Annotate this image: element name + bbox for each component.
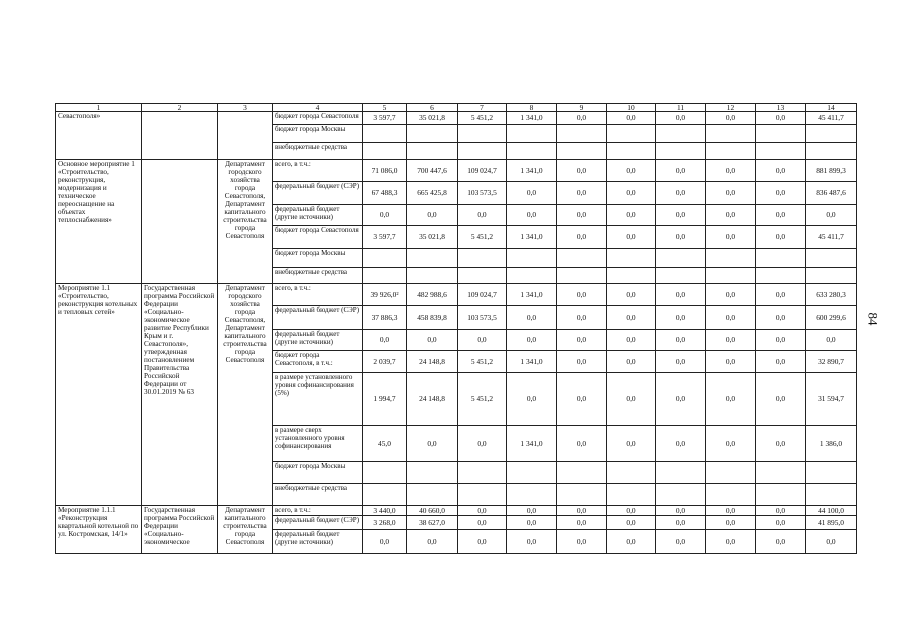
amount-cell [656,268,706,284]
amount-cell: 0,0 [756,226,806,249]
amount-cell: 0,0 [458,330,507,351]
funding-source-cell: федеральный бюджет (другие источники) [273,330,363,351]
amount-cell [656,462,706,484]
funding-source-cell: бюджет города Севастополя [273,112,363,125]
amount-cell [806,249,857,268]
amount-cell [756,268,806,284]
amount-cell: 0,0 [458,506,507,516]
responsible-executor-cell: Департамент городского хозяйства города Севастополя, Департамент капитального строительства города Севастополя [218,284,273,506]
column-number-cell: 13 [756,104,806,112]
amount-cell: 0,0 [607,226,656,249]
amount-cell: 3 597,7 [363,226,407,249]
amount-cell: 67 488,3 [363,182,407,205]
amount-cell [607,462,656,484]
funding-source-cell: всего, в т.ч.: [273,284,363,306]
program-basis-cell [142,112,218,160]
amount-cell: 0,0 [656,373,706,426]
amount-cell: 0,0 [407,330,458,351]
amount-cell: 0,0 [407,530,458,554]
amount-cell: 0,0 [806,330,857,351]
amount-cell: 0,0 [607,284,656,306]
column-number-cell: 2 [142,104,218,112]
amount-cell: 0,0 [756,182,806,205]
amount-cell: 0,0 [656,330,706,351]
amount-cell [557,462,607,484]
amount-cell [656,125,706,143]
funding-source-cell: всего, в т.ч.: [273,160,363,182]
amount-cell: 1 341,0 [507,351,557,373]
amount-cell [363,268,407,284]
amount-cell [507,462,557,484]
amount-cell [407,143,458,160]
amount-cell: 0,0 [656,530,706,554]
amount-cell: 700 447,6 [407,160,458,182]
amount-cell: 3 597,7 [363,112,407,125]
column-number-cell: 7 [458,104,507,112]
amount-cell [557,143,607,160]
amount-cell: 0,0 [407,205,458,226]
amount-cell: 0,0 [507,205,557,226]
amount-cell: 0,0 [607,506,656,516]
amount-cell: 1 386,0 [806,426,857,462]
amount-cell [656,249,706,268]
column-number-cell: 8 [507,104,557,112]
amount-cell: 0,0 [806,205,857,226]
budget-table [55,103,857,554]
amount-cell [458,484,507,506]
amount-cell: 0,0 [706,373,756,426]
amount-cell: 0,0 [656,182,706,205]
amount-cell: 0,0 [507,330,557,351]
measure-name-cell: Мероприятие 1.1.1 «Реконструкция квартальной котельной по ул. Костромская, 14/1» [56,506,142,554]
funding-source-cell: внебюджетные средства [273,268,363,284]
amount-cell: 44 100,0 [806,506,857,516]
amount-cell: 0,0 [557,330,607,351]
amount-cell: 0,0 [756,351,806,373]
amount-cell: 0,0 [656,226,706,249]
amount-cell: 0,0 [557,112,607,125]
amount-cell: 0,0 [706,160,756,182]
funding-source-cell: федеральный бюджет (СЭР) [273,306,363,330]
amount-cell: 0,0 [607,182,656,205]
amount-cell [706,249,756,268]
amount-cell [458,462,507,484]
amount-cell: 0,0 [607,306,656,330]
amount-cell: 0,0 [557,284,607,306]
amount-cell: 1 341,0 [507,112,557,125]
amount-cell: 0,0 [656,516,706,530]
amount-cell: 0,0 [706,506,756,516]
amount-cell [507,249,557,268]
amount-cell: 0,0 [706,226,756,249]
amount-cell: 0,0 [607,160,656,182]
measure-name-cell: Мероприятие 1.1 «Строительство, реконструкция котельных и тепловых сетей» [56,284,142,506]
amount-cell: 600 299,6 [806,306,857,330]
amount-cell [756,462,806,484]
amount-cell: 24 148,8 [407,351,458,373]
amount-cell: 0,0 [557,506,607,516]
amount-cell: 0,0 [756,284,806,306]
funding-source-cell: всего, в т.ч.: [273,506,363,516]
amount-cell [458,268,507,284]
amount-cell [756,484,806,506]
amount-cell [458,249,507,268]
amount-cell: 0,0 [656,160,706,182]
amount-cell [363,484,407,506]
amount-cell: 0,0 [656,426,706,462]
amount-cell: 35 021,8 [407,226,458,249]
amount-cell [607,143,656,160]
column-number-cell: 10 [607,104,656,112]
amount-cell [507,268,557,284]
amount-cell: 109 024,7 [458,160,507,182]
amount-cell: 1 341,0 [507,226,557,249]
funding-source-cell: бюджет города Москвы [273,249,363,268]
amount-cell [607,249,656,268]
amount-cell: 45 411,7 [806,226,857,249]
amount-cell: 5 451,2 [458,351,507,373]
amount-cell: 0,0 [656,506,706,516]
amount-cell: 1 994,7 [363,373,407,426]
amount-cell: 0,0 [507,306,557,330]
amount-cell [706,268,756,284]
amount-cell: 0,0 [706,182,756,205]
amount-cell [806,125,857,143]
amount-cell [407,268,458,284]
amount-cell: 35 021,8 [407,112,458,125]
column-number-cell: 4 [273,104,363,112]
amount-cell: 24 148,8 [407,373,458,426]
amount-cell [407,484,458,506]
funding-source-cell: в размере установленного уровня софинансирования (5%) [273,373,363,426]
amount-cell: 0,0 [607,373,656,426]
amount-cell: 0,0 [507,373,557,426]
amount-cell: 0,0 [756,205,806,226]
program-basis-cell [142,160,218,284]
amount-cell: 5 451,2 [458,112,507,125]
amount-cell: 458 839,8 [407,306,458,330]
funding-source-cell: федеральный бюджет (СЭР) [273,182,363,205]
column-number-cell: 1 [56,104,142,112]
amount-cell: 0,0 [607,330,656,351]
amount-cell: 103 573,5 [458,306,507,330]
amount-cell: 0,0 [706,205,756,226]
table-row [56,506,857,516]
amount-cell: 0,0 [756,306,806,330]
column-number-cell: 6 [407,104,458,112]
amount-cell: 0,0 [607,426,656,462]
amount-cell [557,125,607,143]
amount-cell: 0,0 [706,112,756,125]
amount-cell: 0,0 [706,351,756,373]
amount-cell: 2 039,7 [363,351,407,373]
measure-name-cell: Основное мероприятие 1 «Строительство, реконструкция, модернизация и техническое переоснащение на объектах теплоснабжения» [56,160,142,284]
measure-name-cell: Севастополя» [56,112,142,160]
amount-cell: 39 926,0² [363,284,407,306]
amount-cell [756,143,806,160]
amount-cell [706,125,756,143]
amount-cell: 0,0 [458,426,507,462]
page-number: 84 [865,312,881,326]
column-number-row [56,104,857,112]
amount-cell: 0,0 [756,330,806,351]
amount-cell: 0,0 [756,112,806,125]
column-number-cell: 11 [656,104,706,112]
program-basis-cell: Государственная программа Российской Федерации «Социально-экономическое [142,506,218,554]
table-row [56,284,857,306]
amount-cell [656,143,706,160]
amount-cell: 0,0 [458,516,507,530]
amount-cell: 5 451,2 [458,226,507,249]
funding-source-cell: в размере сверх установленного уровня софинансирования [273,426,363,462]
column-number-cell: 9 [557,104,607,112]
funding-source-cell: бюджет города Севастополя, в т.ч.: [273,351,363,373]
amount-cell [706,462,756,484]
column-number-cell: 12 [706,104,756,112]
amount-cell: 0,0 [706,284,756,306]
amount-cell: 0,0 [507,516,557,530]
amount-cell [706,143,756,160]
amount-cell: 0,0 [607,351,656,373]
funding-source-cell: бюджет города Москвы [273,462,363,484]
amount-cell: 0,0 [557,516,607,530]
amount-cell [557,249,607,268]
amount-cell: 0,0 [756,530,806,554]
amount-cell: 45 411,7 [806,112,857,125]
amount-cell: 0,0 [557,160,607,182]
amount-cell [607,484,656,506]
amount-cell: 32 890,7 [806,351,857,373]
amount-cell: 1 341,0 [507,284,557,306]
amount-cell: 0,0 [656,112,706,125]
amount-cell: 1 341,0 [507,160,557,182]
amount-cell: 0,0 [656,284,706,306]
amount-cell: 0,0 [607,516,656,530]
amount-cell [656,484,706,506]
amount-cell: 37 886,3 [363,306,407,330]
amount-cell: 3 440,0 [363,506,407,516]
amount-cell: 0,0 [507,530,557,554]
table-row [56,112,857,125]
amount-cell [607,125,656,143]
amount-cell: 0,0 [557,351,607,373]
amount-cell [706,484,756,506]
amount-cell: 109 024,7 [458,284,507,306]
amount-cell [363,125,407,143]
amount-cell: 0,0 [607,112,656,125]
amount-cell [806,268,857,284]
amount-cell [756,249,806,268]
amount-cell: 45,0 [363,426,407,462]
program-basis-cell: Государственная программа Российской Федерации «Социально-экономическое развитие Республики Крым и г. Севастополя», утвержденная постановлением Правительства Российской Федерации от 30.01.2019 № 63 [142,284,218,506]
amount-cell: 0,0 [656,351,706,373]
amount-cell: 40 660,0 [407,506,458,516]
amount-cell [557,268,607,284]
amount-cell: 0,0 [806,530,857,554]
amount-cell [607,268,656,284]
amount-cell: 31 594,7 [806,373,857,426]
amount-cell: 0,0 [557,426,607,462]
amount-cell: 0,0 [756,506,806,516]
amount-cell [756,125,806,143]
amount-cell: 0,0 [656,205,706,226]
amount-cell: 0,0 [363,530,407,554]
amount-cell: 0,0 [557,205,607,226]
funding-source-cell: внебюджетные средства [273,143,363,160]
funding-source-cell: федеральный бюджет (СЭР) [273,516,363,530]
amount-cell: 0,0 [706,530,756,554]
amount-cell: 0,0 [507,182,557,205]
amount-cell [407,462,458,484]
amount-cell: 1 341,0 [507,426,557,462]
amount-cell [507,125,557,143]
amount-cell [806,484,857,506]
amount-cell: 0,0 [607,530,656,554]
amount-cell: 103 573,5 [458,182,507,205]
amount-cell: 665 425,8 [407,182,458,205]
responsible-executor-cell [218,112,273,160]
column-number-cell: 5 [363,104,407,112]
table-row [56,160,857,182]
funding-source-cell: федеральный бюджет (другие источники) [273,530,363,554]
amount-cell: 0,0 [557,182,607,205]
amount-cell: 0,0 [557,226,607,249]
responsible-executor-cell: Департамент городского хозяйства города Севастополя, Департамент капитального строительства города Севастополя [218,160,273,284]
amount-cell: 3 268,0 [363,516,407,530]
amount-cell [458,143,507,160]
amount-cell [806,462,857,484]
amount-cell: 0,0 [706,330,756,351]
amount-cell: 0,0 [557,373,607,426]
amount-cell: 836 487,6 [806,182,857,205]
amount-cell [363,143,407,160]
amount-cell: 0,0 [756,516,806,530]
responsible-executor-cell: Департамент капитального строительства города Севастополя [218,506,273,554]
amount-cell: 5 451,2 [458,373,507,426]
funding-source-cell: федеральный бюджет (другие источники) [273,205,363,226]
column-number-cell: 14 [806,104,857,112]
amount-cell: 41 895,0 [806,516,857,530]
amount-cell: 0,0 [706,426,756,462]
amount-cell [363,462,407,484]
amount-cell: 0,0 [557,530,607,554]
amount-cell: 0,0 [407,426,458,462]
amount-cell [458,125,507,143]
funding-source-cell: внебюджетные средства [273,484,363,506]
amount-cell [507,484,557,506]
amount-cell: 482 988,6 [407,284,458,306]
amount-cell: 0,0 [363,330,407,351]
column-number-cell: 3 [218,104,273,112]
amount-cell [507,143,557,160]
amount-cell: 0,0 [706,306,756,330]
amount-cell: 0,0 [507,506,557,516]
funding-source-cell: бюджет города Севастополя [273,226,363,249]
amount-cell: 0,0 [756,160,806,182]
amount-cell [806,143,857,160]
amount-cell: 0,0 [706,516,756,530]
amount-cell [557,484,607,506]
amount-cell: 633 280,3 [806,284,857,306]
amount-cell: 0,0 [756,426,806,462]
amount-cell [407,125,458,143]
amount-cell [363,249,407,268]
amount-cell: 0,0 [656,306,706,330]
amount-cell: 71 086,0 [363,160,407,182]
funding-source-cell: бюджет города Москвы [273,125,363,143]
amount-cell: 0,0 [458,205,507,226]
amount-cell: 0,0 [607,205,656,226]
amount-cell: 881 899,3 [806,160,857,182]
amount-cell: 0,0 [458,530,507,554]
amount-cell [407,249,458,268]
amount-cell: 0,0 [756,373,806,426]
amount-cell: 0,0 [557,306,607,330]
amount-cell: 38 627,0 [407,516,458,530]
amount-cell: 0,0 [363,205,407,226]
